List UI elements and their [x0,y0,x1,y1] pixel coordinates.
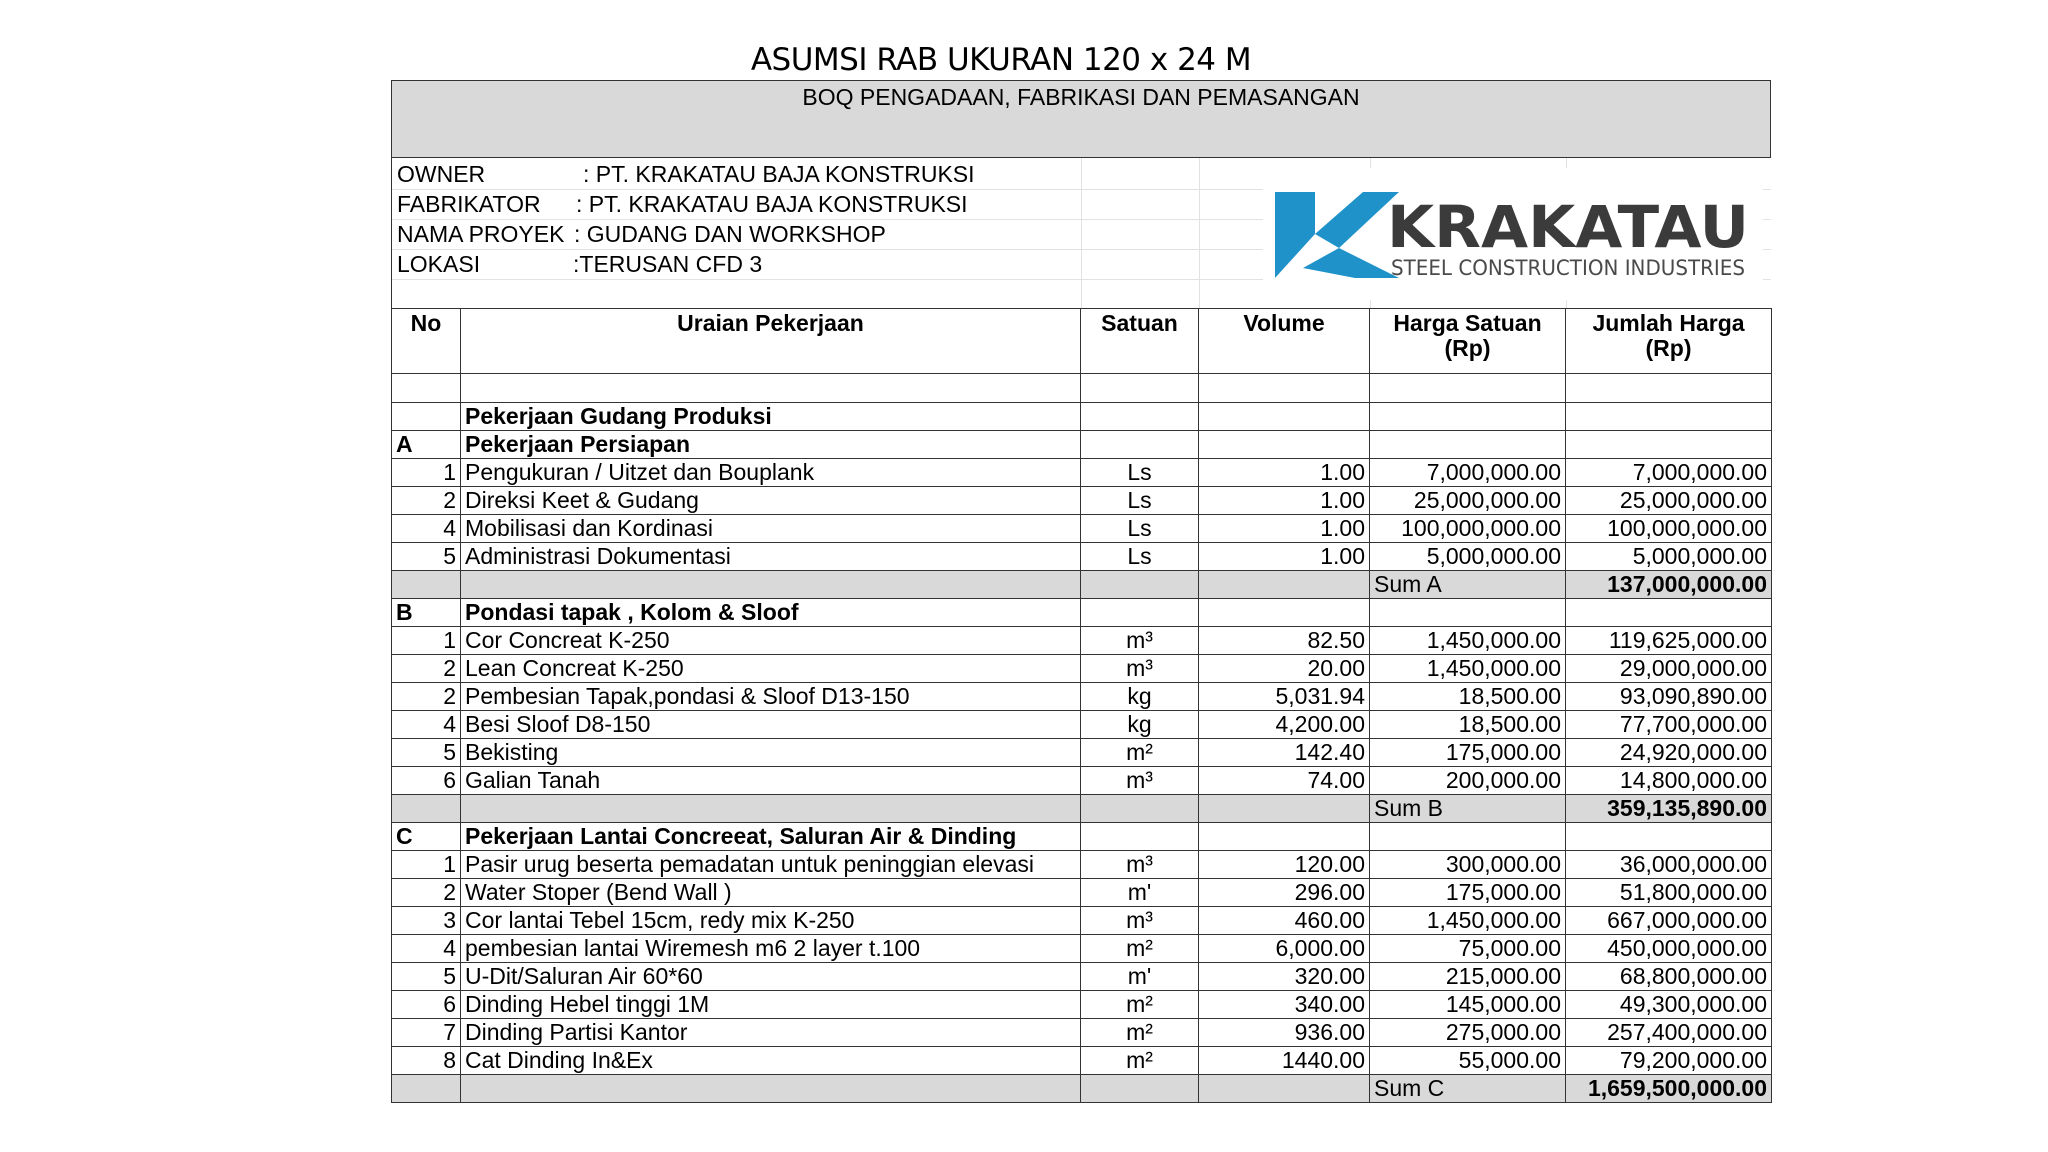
item-volume: 82.50 [1199,627,1370,655]
item-volume: 4,200.00 [1199,711,1370,739]
table-body [392,374,1772,1103]
item-total: 5,000,000.00 [1566,543,1772,571]
item-volume: 1440.00 [1199,1047,1370,1075]
cell-empty [1566,403,1772,431]
table-row [392,543,1772,571]
item-description: pembesian lantai Wiremesh m6 2 layer t.100 [461,935,1081,963]
table-row [392,851,1772,879]
sum-row [392,1075,1772,1103]
item-volume: 296.00 [1199,879,1370,907]
section-row [392,823,1772,851]
cell-empty [1081,795,1199,823]
section-code: B [392,599,461,627]
item-description: Dinding Hebel tinggi 1M [461,991,1081,1019]
cell-empty [1566,431,1772,459]
item-unit-price: 7,000,000.00 [1370,459,1566,487]
cell-empty [461,374,1081,403]
item-volume: 74.00 [1199,767,1370,795]
spreadsheet [391,80,1771,1103]
item-unit: Ls [1081,459,1199,487]
item-volume: 340.00 [1199,991,1370,1019]
item-total: 51,800,000.00 [1566,879,1772,907]
item-volume: 1.00 [1199,459,1370,487]
item-no: 4 [392,711,461,739]
table-row [392,767,1772,795]
item-volume: 320.00 [1199,963,1370,991]
item-total: 667,000,000.00 [1566,907,1772,935]
table-row [392,963,1772,991]
item-unit: kg [1081,683,1199,711]
document-title: ASUMSI RAB UKURAN 120 x 24 M [750,42,1252,78]
table-row [392,627,1772,655]
item-total: 36,000,000.00 [1566,851,1772,879]
item-unit: m' [1081,963,1199,991]
col-harga-satuan [1370,309,1566,374]
cell-empty [1370,403,1566,431]
table-row [392,879,1772,907]
cell-empty [392,1075,461,1103]
table-row [392,1047,1772,1075]
main-title-cell: Pekerjaan Gudang Produksi [461,403,1081,431]
cell-empty [1199,374,1370,403]
item-unit: m³ [1081,627,1199,655]
cell-empty [392,374,461,403]
sum-value: 137,000,000.00 [1566,571,1772,599]
cell-empty [1199,795,1370,823]
info-value: : GUDANG DAN WORKSHOP [574,221,886,247]
item-total: 77,700,000.00 [1566,711,1772,739]
item-total: 68,800,000.00 [1566,963,1772,991]
table-row [392,459,1772,487]
table-row [392,655,1772,683]
item-no: 5 [392,739,461,767]
item-unit: m³ [1081,851,1199,879]
cell-empty [1081,599,1199,627]
item-unit-price: 200,000.00 [1370,767,1566,795]
item-total: 93,090,890.00 [1566,683,1772,711]
item-unit: Ls [1081,515,1199,543]
item-unit-price: 275,000.00 [1370,1019,1566,1047]
info-label: LOKASI [397,251,481,277]
item-total: 257,400,000.00 [1566,1019,1772,1047]
item-unit: kg [1081,711,1199,739]
item-unit: Ls [1081,487,1199,515]
item-unit-price: 5,000,000.00 [1370,543,1566,571]
cell-empty [1199,823,1370,851]
table-row [392,711,1772,739]
item-unit: m² [1081,1019,1199,1047]
item-unit-price: 75,000.00 [1370,935,1566,963]
item-no: 5 [392,543,461,571]
item-volume: 5,031.94 [1199,683,1370,711]
table-header-row [392,309,1772,374]
item-unit-price: 175,000.00 [1370,879,1566,907]
item-no: 7 [392,1019,461,1047]
item-description: Mobilisasi dan Kordinasi [461,515,1081,543]
cell-empty [1370,431,1566,459]
section-code: C [392,823,461,851]
item-total: 49,300,000.00 [1566,991,1772,1019]
item-description: Pengukuran / Uitzet dan Bouplank [461,459,1081,487]
sum-label: Sum A [1370,571,1566,599]
item-volume: 6,000.00 [1199,935,1370,963]
item-volume: 120.00 [1199,851,1370,879]
col-harga-line2: (Rp) [1444,335,1491,361]
item-total: 79,200,000.00 [1566,1047,1772,1075]
item-total: 100,000,000.00 [1566,515,1772,543]
cell-empty [1199,599,1370,627]
cell-empty [1081,823,1199,851]
item-no: 1 [392,851,461,879]
section-row [392,431,1772,459]
item-unit: m² [1081,739,1199,767]
item-no: 4 [392,935,461,963]
item-volume: 936.00 [1199,1019,1370,1047]
item-no: 3 [392,907,461,935]
item-unit-price: 1,450,000.00 [1370,907,1566,935]
cell-empty [461,795,1081,823]
sum-label: Sum B [1370,795,1566,823]
item-unit-price: 300,000.00 [1370,851,1566,879]
item-unit: m³ [1081,767,1199,795]
item-description: Administrasi Dokumentasi [461,543,1081,571]
cell-empty [1566,599,1772,627]
info-fabrikator [397,189,968,219]
table-row [392,1019,1772,1047]
cell-empty [1081,431,1199,459]
info-value: :TERUSAN CFD 3 [573,251,763,277]
item-unit-price: 1,450,000.00 [1370,627,1566,655]
item-total: 450,000,000.00 [1566,935,1772,963]
item-unit: m³ [1081,655,1199,683]
item-volume: 142.40 [1199,739,1370,767]
item-description: Pasir urug beserta pemadatan untuk peninggian elevasi [461,851,1081,879]
item-no: 2 [392,655,461,683]
cell-empty [1199,403,1370,431]
item-unit: m³ [1081,907,1199,935]
info-owner [397,159,975,189]
blank-row [392,374,1772,403]
item-unit-price: 215,000.00 [1370,963,1566,991]
info-value: : PT. KRAKATAU BAJA KONSTRUKSI [583,161,975,187]
item-volume: 1.00 [1199,543,1370,571]
cell-empty [1566,823,1772,851]
cell-empty [461,1075,1081,1103]
item-unit: m² [1081,991,1199,1019]
sum-value: 1,659,500,000.00 [1566,1075,1772,1103]
col-satuan: Satuan [1081,309,1199,374]
section-name: Pekerjaan Persiapan [461,431,1081,459]
item-no: 2 [392,683,461,711]
table-row [392,515,1772,543]
item-no: 1 [392,459,461,487]
item-unit: m² [1081,935,1199,963]
table-row [392,935,1772,963]
item-unit-price: 18,500.00 [1370,711,1566,739]
cell-empty [1370,599,1566,627]
item-description: Cor lantai Tebel 15cm, redy mix K-250 [461,907,1081,935]
item-unit: m' [1081,879,1199,907]
col-jumlah-harga [1566,309,1772,374]
item-no: 6 [392,767,461,795]
info-lokasi [397,249,762,279]
boq-header: BOQ PENGADAAN, FABRIKASI DAN PEMASANGAN [391,80,1771,158]
section-row [392,599,1772,627]
cell-empty [392,571,461,599]
col-volume: Volume [1199,309,1370,374]
item-description: Cat Dinding In&Ex [461,1047,1081,1075]
item-volume: 20.00 [1199,655,1370,683]
cell-empty [1199,571,1370,599]
item-description: Direksi Keet & Gudang [461,487,1081,515]
sum-row [392,795,1772,823]
col-jumlah-line2: (Rp) [1645,335,1692,361]
item-unit-price: 55,000.00 [1370,1047,1566,1075]
info-value: : PT. KRAKATAU BAJA KONSTRUKSI [576,191,968,217]
info-label: FABRIKATOR [397,191,541,217]
table-row [392,739,1772,767]
item-total: 14,800,000.00 [1566,767,1772,795]
cell-empty [1081,1075,1199,1103]
col-harga-line1: Harga Satuan [1393,310,1542,336]
item-volume: 460.00 [1199,907,1370,935]
logo-tagline: STEEL CONSTRUCTION INDUSTRIES [1391,256,1745,280]
col-uraian: Uraian Pekerjaan [461,309,1081,374]
item-no: 4 [392,515,461,543]
item-volume: 1.00 [1199,515,1370,543]
item-unit-price: 18,500.00 [1370,683,1566,711]
cell-empty [1566,374,1772,403]
info-nama-proyek [397,219,886,249]
item-no: 5 [392,963,461,991]
krakatau-logo [1263,168,1763,300]
item-description: Water Stoper (Bend Wall ) [461,879,1081,907]
section-code: A [392,431,461,459]
info-label: OWNER [397,161,486,187]
item-unit: m² [1081,1047,1199,1075]
cell-empty [392,795,461,823]
item-unit-price: 1,450,000.00 [1370,655,1566,683]
item-unit-price: 175,000.00 [1370,739,1566,767]
item-unit-price: 100,000,000.00 [1370,515,1566,543]
col-jumlah-line1: Jumlah Harga [1592,310,1745,336]
table-row [392,683,1772,711]
cell-empty [1199,1075,1370,1103]
cell-empty [1081,374,1199,403]
item-description: U-Dit/Saluran Air 60*60 [461,963,1081,991]
item-total: 7,000,000.00 [1566,459,1772,487]
sum-label: Sum C [1370,1075,1566,1103]
item-unit-price: 145,000.00 [1370,991,1566,1019]
item-description: Bekisting [461,739,1081,767]
cell-empty [1081,571,1199,599]
item-no: 8 [392,1047,461,1075]
cell-empty [1370,374,1566,403]
table-row [392,907,1772,935]
main-title-row [392,403,1772,431]
table-row [392,487,1772,515]
col-no: No [392,309,461,374]
section-name: Pekerjaan Lantai Concreeat, Saluran Air & Dinding [461,823,1081,851]
item-description: Lean Concreat K-250 [461,655,1081,683]
krakatau-logo-mark-icon [1263,168,1763,300]
info-label: NAMA PROYEK [397,221,565,247]
item-unit: Ls [1081,543,1199,571]
item-total: 25,000,000.00 [1566,487,1772,515]
item-volume: 1.00 [1199,487,1370,515]
item-no: 2 [392,487,461,515]
boq-table [391,308,1772,1103]
logo-wordmark: KRAKATAU [1387,193,1749,261]
cell-empty [1081,403,1199,431]
item-description: Pembesian Tapak,pondasi & Sloof D13-150 [461,683,1081,711]
section-name: Pondasi tapak , Kolom & Sloof [461,599,1081,627]
item-description: Dinding Partisi Kantor [461,1019,1081,1047]
item-total: 119,625,000.00 [1566,627,1772,655]
item-total: 29,000,000.00 [1566,655,1772,683]
item-description: Galian Tanah [461,767,1081,795]
item-description: Besi Sloof D8-150 [461,711,1081,739]
cell-empty [1370,823,1566,851]
project-info [391,158,1771,308]
item-total: 24,920,000.00 [1566,739,1772,767]
sum-row [392,571,1772,599]
item-no: 1 [392,627,461,655]
item-description: Cor Concreat K-250 [461,627,1081,655]
item-no: 2 [392,879,461,907]
sum-value: 359,135,890.00 [1566,795,1772,823]
item-unit-price: 25,000,000.00 [1370,487,1566,515]
cell-empty [392,403,461,431]
table-row [392,991,1772,1019]
cell-empty [1199,431,1370,459]
cell-empty [461,571,1081,599]
item-no: 6 [392,991,461,1019]
